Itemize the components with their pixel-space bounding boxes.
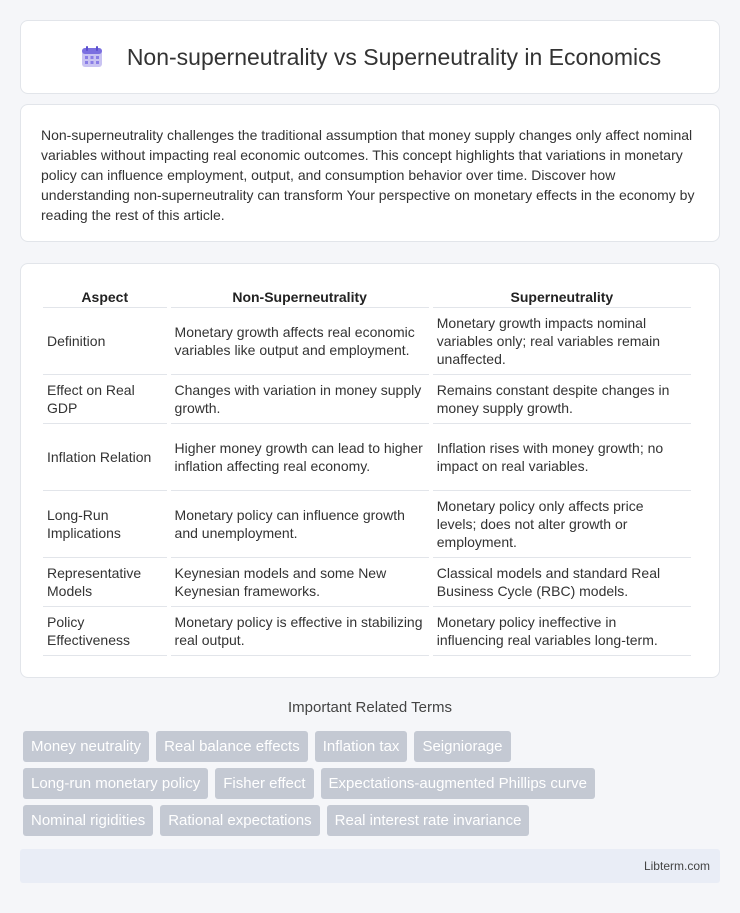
cell-aspect: Inflation Relation xyxy=(43,424,167,491)
page-header xyxy=(20,20,720,94)
cell-non-superneutrality: Changes with variation in money supply growth. xyxy=(171,375,429,424)
cell-superneutrality: Inflation rises with money growth; no impact on real variables. xyxy=(433,424,691,491)
table-row xyxy=(43,308,691,375)
tag-row xyxy=(23,768,723,799)
related-terms-title: Important Related Terms xyxy=(288,699,452,716)
cell-aspect: Effect on Real GDP xyxy=(43,375,167,424)
tag-expectations-augmented-phillips-curve[interactable]: Expectations-augmented Phillips curve xyxy=(321,768,595,799)
cell-aspect: Policy Effectiveness xyxy=(43,607,167,656)
page-title: Non-superneutrality vs Superneutrality in Economics xyxy=(126,43,662,70)
table-row xyxy=(43,424,691,491)
table-row xyxy=(43,607,691,656)
tag-fisher-effect[interactable]: Fisher effect xyxy=(215,768,313,799)
header-aspect: Aspect xyxy=(43,284,167,308)
tag-long-run-monetary-policy[interactable]: Long-run monetary policy xyxy=(23,768,208,799)
tag-inflation-tax[interactable]: Inflation tax xyxy=(315,731,408,762)
table-row xyxy=(43,375,691,424)
table-header-row xyxy=(43,284,691,308)
comparison-table xyxy=(39,284,695,656)
cell-aspect: Definition xyxy=(43,308,167,375)
header-superneutrality: Superneutrality xyxy=(433,284,691,308)
cell-superneutrality: Remains constant despite changes in money supply growth. xyxy=(433,375,691,424)
footer-site-link[interactable]: Libterm.com xyxy=(643,859,710,873)
cell-superneutrality: Monetary growth impacts nominal variables only; real variables remain unaffected. xyxy=(433,308,691,375)
cell-non-superneutrality: Higher money growth can lead to higher inflation affecting real economy. xyxy=(171,424,429,491)
cell-non-superneutrality: Monetary growth affects real economic variables like output and employment. xyxy=(171,308,429,375)
cell-non-superneutrality: Monetary policy is effective in stabilizing real output. xyxy=(171,607,429,656)
footer xyxy=(20,849,720,883)
cell-aspect: Long-Run Implications xyxy=(43,491,167,558)
calendar-grid-icon xyxy=(79,44,105,70)
tag-nominal-rigidities[interactable]: Nominal rigidities xyxy=(23,805,153,836)
cell-non-superneutrality: Keynesian models and some New Keynesian frameworks. xyxy=(171,558,429,607)
cell-superneutrality: Monetary policy only affects price levels; does not alter growth or employment. xyxy=(433,491,691,558)
tag-row xyxy=(23,731,723,762)
tag-seigniorage[interactable]: Seigniorage xyxy=(414,731,510,762)
tag-real-interest-rate-invariance[interactable]: Real interest rate invariance xyxy=(327,805,530,836)
intro-text: Non-superneutrality challenges the traditional assumption that money supply changes only affect nominal variables without impacting real economic outcomes. This concept highlights that variations in monetary policy can influence employment, output, and consumption behavior over time. Discover how understanding non-superneutrality can transform Your perspective on monetary effects in the economy by reading the rest of this article. xyxy=(41,127,695,223)
comparison-table-card xyxy=(20,263,720,678)
tag-rational-expectations[interactable]: Rational expectations xyxy=(160,805,319,836)
cell-superneutrality: Monetary policy ineffective in influencing real variables long-term. xyxy=(433,607,691,656)
header-non-superneutrality: Non-Superneutrality xyxy=(171,284,429,308)
tag-row xyxy=(23,805,723,836)
intro-card xyxy=(20,104,720,242)
table-row xyxy=(43,558,691,607)
related-terms-list xyxy=(23,731,723,842)
cell-non-superneutrality: Monetary policy can influence growth and unemployment. xyxy=(171,491,429,558)
cell-superneutrality: Classical models and standard Real Business Cycle (RBC) models. xyxy=(433,558,691,607)
tag-real-balance-effects[interactable]: Real balance effects xyxy=(156,731,308,762)
table-row xyxy=(43,491,691,558)
cell-aspect: Representative Models xyxy=(43,558,167,607)
tag-money-neutrality[interactable]: Money neutrality xyxy=(23,731,149,762)
